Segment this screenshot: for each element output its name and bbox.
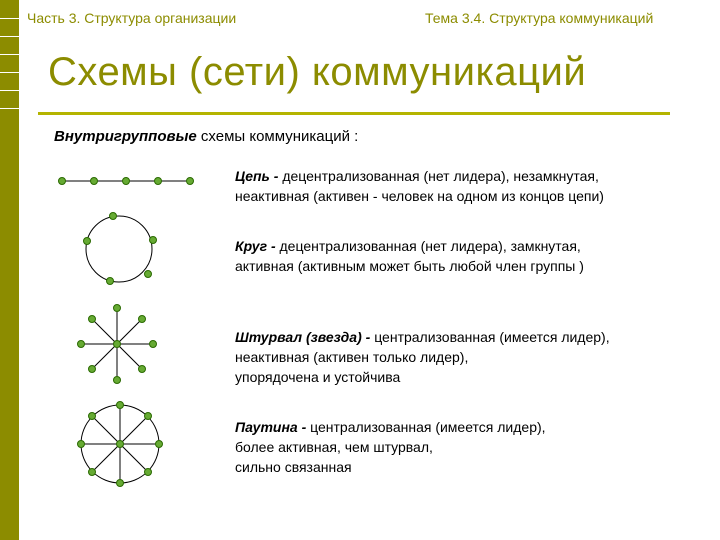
- title-divider: [38, 112, 670, 115]
- scheme-name: Круг -: [235, 238, 280, 254]
- scheme-line: неактивная (активен только лидер),: [235, 349, 469, 365]
- web-diagram-icon: [78, 402, 163, 487]
- scheme-circle-desc: [235, 236, 584, 276]
- sidebar-bar: [0, 0, 19, 540]
- scheme-line: централизованная (имеется лидер),: [374, 329, 610, 345]
- intro-text: [54, 128, 358, 145]
- scheme-chain-desc: [235, 166, 604, 206]
- intro-bold: Внутригрупповые: [54, 128, 197, 145]
- chain-diagram-icon: [59, 178, 194, 185]
- header-topic: Тема 3.4. Структура коммуникаций: [425, 10, 654, 26]
- scheme-line: децентрализованная (нет лидера), незамкнутая,: [282, 168, 599, 184]
- scheme-line: более активная, чем штурвал,: [235, 439, 433, 455]
- scheme-line: сильно связанная: [235, 459, 352, 475]
- scheme-name: Паутина -: [235, 419, 311, 435]
- header-part: Часть 3. Структура организации: [27, 10, 237, 26]
- scheme-wheel-desc: [235, 327, 610, 387]
- scheme-line: децентрализованная (нет лидера), замкнутая,: [279, 238, 581, 254]
- scheme-line: активная (активным может быть любой член группы ): [235, 258, 584, 274]
- scheme-web-desc: [235, 417, 546, 477]
- scheme-line: неактивная (активен - человек на одном из концов цепи): [235, 188, 604, 204]
- intro-rest: схемы коммуникаций :: [196, 128, 359, 145]
- circle-diagram-icon: [84, 213, 157, 285]
- scheme-name: Цепь -: [235, 168, 283, 184]
- scheme-line: централизованная (имеется лидер),: [310, 419, 546, 435]
- wheel-diagram-icon: [78, 305, 157, 384]
- scheme-line: упорядочена и устойчива: [235, 369, 401, 385]
- page-title: Схемы (сети) коммуникаций: [48, 50, 587, 94]
- scheme-name: Штурвал (звезда) -: [235, 329, 375, 345]
